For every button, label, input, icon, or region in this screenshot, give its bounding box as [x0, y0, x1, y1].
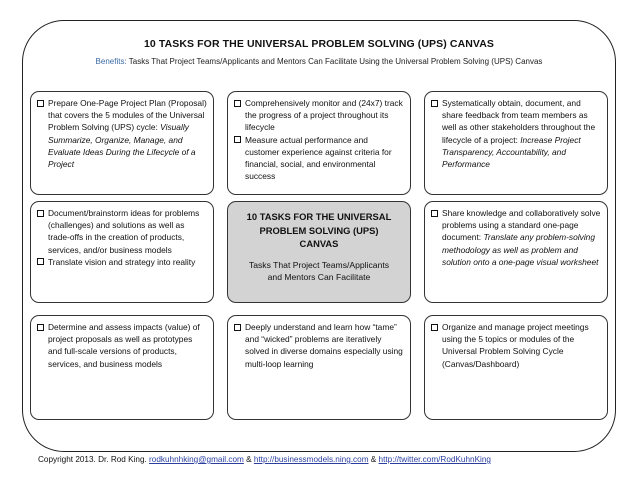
task-item — [234, 321, 404, 370]
task-text-emphasis: Visually Summarize, Organize, Manage, and Evaluate Ideas During the Lifecycle of a Project — [48, 122, 196, 170]
checkbox-icon — [234, 324, 241, 331]
task-item — [431, 321, 601, 370]
website-link[interactable]: http://businessmodels.ning.com — [253, 455, 369, 464]
task-text: Comprehensively monitor and (24x7) track the progress of a project throughout its lifecycle — [245, 98, 403, 133]
separator: & — [368, 455, 379, 464]
task-item — [234, 97, 404, 134]
center-card — [227, 201, 411, 303]
task-card-share — [424, 201, 608, 303]
task-item — [234, 134, 404, 183]
email-link[interactable]: rodkuhnhking@gmail.com — [149, 455, 244, 464]
checkbox-icon — [37, 324, 44, 331]
task-text: Organize and manage project meetings using the 5 topics or modules of the Universal Problem Solving Cycle (Canvas/Dashboard) — [442, 322, 589, 369]
checkbox-icon — [37, 210, 44, 217]
task-text: Prepare One-Page Project Plan (Proposal) that covers the 5 modules of the Universal Problem Solving (UPS) cycle: — [48, 98, 207, 133]
task-item — [431, 207, 601, 268]
task-item — [37, 321, 207, 370]
task-card-plan — [30, 91, 214, 195]
checkbox-icon — [431, 100, 438, 107]
benefits-line — [0, 57, 638, 66]
task-card-meetings — [424, 315, 608, 420]
task-card-monitor — [227, 91, 411, 195]
task-item — [37, 207, 207, 256]
task-item — [37, 256, 207, 268]
task-text: Systematically obtain, document, and share feedback from team members as well as other stakeholders throughout the lifecycle of a project: — [442, 98, 596, 145]
checkbox-icon — [37, 100, 44, 107]
task-text: Deeply understand and learn how “tame” and “wicked” problems are iteratively solved in diverse domains especially using multi-loop learning — [245, 322, 403, 369]
checkbox-icon — [431, 210, 438, 217]
task-text-emphasis: Translate any problem-solving methodology as well as problem and solution onto a one-page visual worksheet — [442, 232, 599, 267]
task-item — [37, 97, 207, 170]
task-item — [431, 97, 601, 170]
task-text: Share knowledge and collaboratively solve problems using a standard one-page document: — [442, 208, 601, 243]
benefits-text: Tasks That Project Teams/Applicants and Mentors Can Facilitate Using the Universal Problem Solving (UPS) Canvas — [126, 57, 543, 66]
center-subtitle: Tasks That Project Teams/Applicants and Mentors Can Facilitate — [248, 259, 390, 282]
copyright-footer — [38, 455, 491, 464]
separator: & — [243, 455, 254, 464]
task-text: Measure actual performance and customer experience against criteria for financial, social, and environmental success — [245, 134, 392, 182]
task-card-assess — [30, 315, 214, 420]
task-card-feedback — [424, 91, 608, 195]
checkbox-icon — [234, 100, 241, 107]
task-text-emphasis: Increase Project Transparency, Accountability, and Performance — [442, 134, 581, 170]
task-card-brainstorm — [30, 201, 214, 303]
task-card-learn — [227, 315, 411, 420]
twitter-link[interactable]: http://twitter.com/RodKuhnKing — [378, 455, 491, 464]
checkbox-icon — [37, 258, 44, 265]
task-text: Document/brainstorm ideas for problems (challenges) and solutions as well as trade-offs in the creation of products, services, and/or business models — [48, 208, 200, 255]
benefits-label: Benefits: — [95, 57, 127, 66]
center-title: 10 TASKS FOR THE UNIVERSAL PROBLEM SOLVING (UPS) CANVAS — [246, 211, 392, 249]
copyright-text: Copyright 2013. Dr. Rod King. — [38, 455, 150, 464]
task-text: Determine and assess impacts (value) of project proposals as well as prototypes and full-scale versions of products, services, and business models — [48, 322, 200, 369]
page-title: 10 TASKS FOR THE UNIVERSAL PROBLEM SOLVING (UPS) CANVAS — [143, 38, 495, 50]
task-text: Translate vision and strategy into reality — [48, 256, 196, 267]
checkbox-icon — [431, 324, 438, 331]
checkbox-icon — [234, 136, 241, 143]
